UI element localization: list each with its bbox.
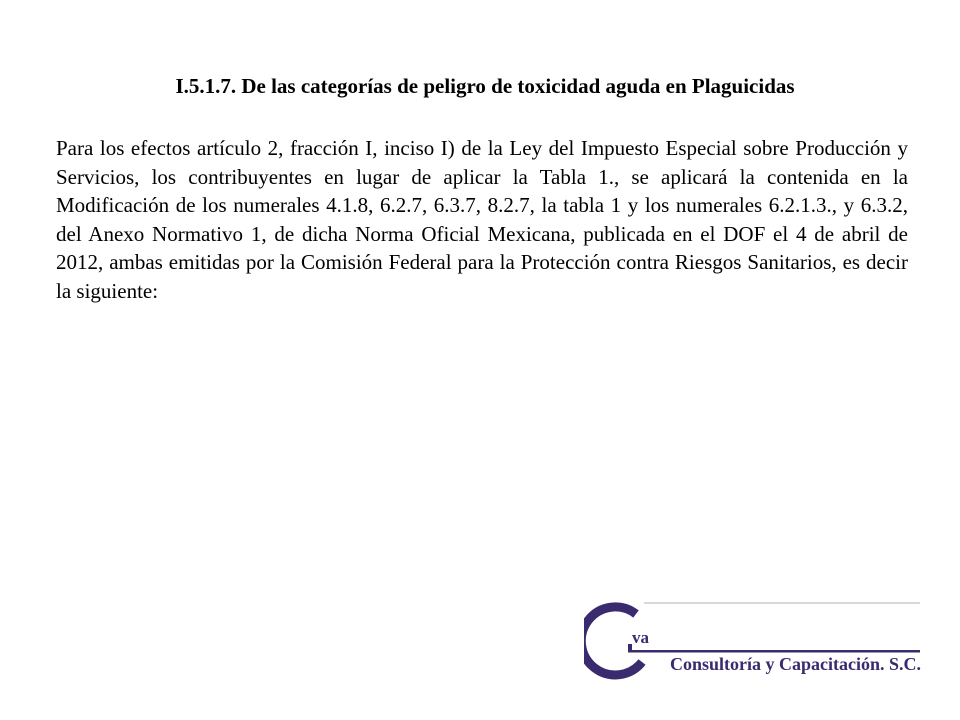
logo-mark-text: va [632,628,649,647]
logo-company-name: Consultoría y Capacitación. S.C. [670,654,922,674]
body-paragraph: Para los efectos artículo 2, fracción I, inciso I) de la Ley del Impuesto Especial sobre Producción y Servicios, los contribuyentes en lugar de aplicar la Tabla 1., se aplicará la contenida en la Modificación de los numerales 4.1.8, 6.2.7, 6.3.7, 8.2.7, la tabla 1 y los numerales 6.2.1.3., y 6.3.2, del Anexo Normativo 1, de dicha Norma Oficial Mexicana, publicada en el DOF el 4 de abril de 2012, ambas emitidas por la Comisión Federal para la Protección contra Riesgos Sanitarios, es decir la siguiente: [56,136,908,303]
company-logo [584,600,924,682]
page-title: I.5.1.7. De las categorías de peligro de toxicidad aguda en Plaguicidas [175,74,795,98]
